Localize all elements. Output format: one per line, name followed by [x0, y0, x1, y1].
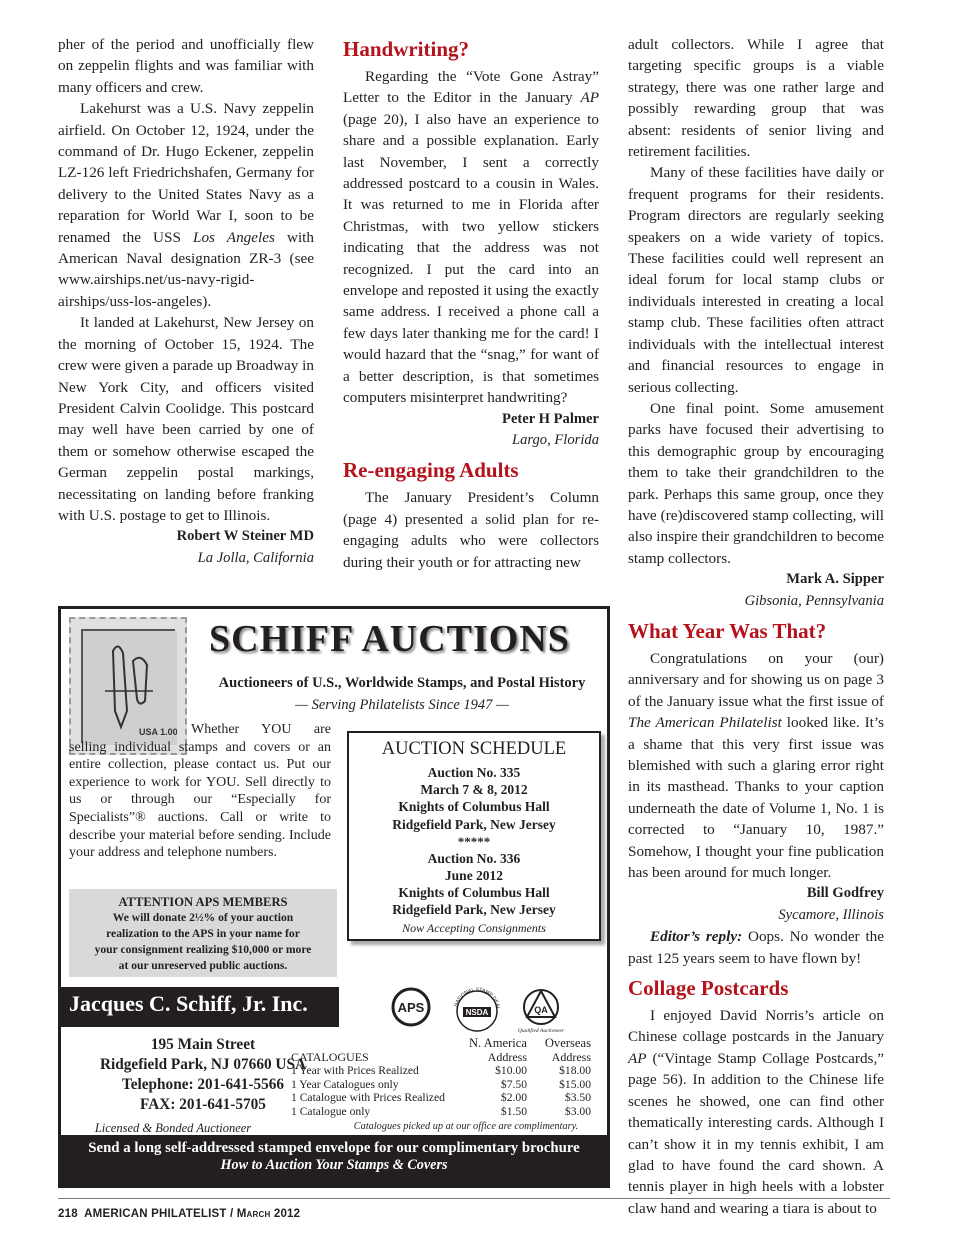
column-2 — [343, 34, 599, 573]
signature-location: Largo, Florida — [511, 431, 599, 448]
italic-run: Los Angeles — [193, 228, 275, 246]
catalogue-note: Catalogues picked up at our office are complimentary. — [353, 1120, 579, 1132]
price-overseas: $3.00 — [564, 1104, 591, 1118]
italic-run: AP — [628, 1049, 647, 1067]
signature-name: Peter H Palmer — [502, 410, 599, 427]
brochure-line-1: Send a long self-addressed stamped envelope for our complimentary brochure — [88, 1140, 580, 1156]
price-overseas: $15.00 — [559, 1077, 591, 1091]
signature-location: Sycamore, Illinois — [778, 906, 884, 923]
signature-location: La Jolla, California — [197, 549, 314, 566]
col2-paragraph-2: The January President’s Column (page 4) presented a solid plan for re-engaging adults who were collectors during their youth or for attracting new — [343, 489, 599, 571]
telephone: Telephone: 201-641-5566 — [121, 1076, 285, 1093]
signature-name: Robert W Steiner MD — [176, 528, 314, 545]
auction-venue: Knights of Columbus Hall — [398, 799, 550, 815]
col3-paragraph-1: adult collectors. While I agree that targeting specific groups is a viable strategy, there was one rather large and possibly rewarding group that was absent: residents of senior living and retirement facilities. — [628, 36, 884, 161]
heading-collage-postcards: Collage Postcards — [628, 976, 789, 1001]
aps-logo-icon — [393, 989, 429, 1025]
col1-paragraph-2 — [58, 98, 314, 312]
brochure-banner — [61, 1135, 607, 1185]
price-north-america: $2.00 — [500, 1091, 527, 1105]
catalogue-header-row-2 — [291, 1051, 601, 1065]
brochure-line-2: How to Auction Your Stamps & Covers — [220, 1157, 448, 1173]
qualified-auctioneer-logo-icon — [518, 990, 565, 1034]
auction-date: June 2012 — [444, 868, 504, 884]
text-run: Regarding the “Vote Gone Astray” Letter to the Editor in the January — [343, 68, 599, 107]
ad-title: SCHIFF AUCTIONS — [209, 618, 570, 660]
text-run: (“Vintage Stamp Collage Postcards,” page 56). In addition to the Chinese life scenes he showed, one can find other thematically interesting cards. Although I can’t show it in my tennis exhibit, I am glad to have found the card shown. A tennis player in high heels with a lobster claw hand and wearing a tiara is about to — [628, 1049, 884, 1217]
signature-name: Bill Godfrey — [806, 885, 884, 902]
catalogues-title: CATALOGUES — [291, 1049, 369, 1064]
nsda-logo-text: NSDA — [465, 1008, 489, 1017]
city-address: Ridgefield Park, NJ 07660 USA — [99, 1056, 307, 1073]
price-north-america: $10.00 — [495, 1064, 527, 1078]
price-overseas: $3.50 — [564, 1091, 591, 1105]
catalogue-row — [291, 1105, 601, 1119]
qa-logo-mark: QA — [534, 1005, 548, 1015]
catalogue-item-label: 1 Year Catalogues only — [291, 1077, 399, 1091]
footer-rule — [58, 1198, 890, 1199]
aps-notice-line: We will donate 2½% of your auction — [112, 911, 294, 924]
page-footer — [58, 1208, 300, 1220]
company-name-banner: Jacques C. Schiff, Jr. Inc. — [61, 987, 339, 1027]
qa-logo-caption: Qualified Auctioneer — [517, 1028, 565, 1034]
auction-city: Ridgefield Park, New Jersey — [392, 816, 556, 832]
catalogue-item-label: 1 Year with Prices Realized — [291, 1064, 419, 1078]
editor-reply — [628, 926, 884, 969]
catalogue-item-label: 1 Catalogue only — [291, 1104, 371, 1118]
italic-run: AP — [580, 89, 599, 107]
auction-venue: Knights of Columbus Hall — [398, 885, 550, 901]
signature-name: Mark A. Sipper — [786, 571, 884, 588]
italic-run: The American Philatelist — [628, 714, 782, 732]
aps-notice-title: ATTENTION APS MEMBERS — [118, 895, 288, 909]
col3-paragraph-3: One final point. Some amusement parks have focused their advertising to this demographic group by encouraging them to take their grandchildren to the park. Perhaps this same group, once they have (re)discovered stamp collecting, will also inspire their grandchildren to become stamp collectors. — [628, 399, 884, 567]
catalogue-row — [291, 1078, 601, 1092]
consignments-note: Now Accepting Consignments — [402, 920, 546, 935]
reply-text: Oops. No wonder the past 125 years seem to have flown by! — [628, 928, 884, 967]
aps-logo-text: APS — [397, 1000, 425, 1015]
nsda-arc-text: NATIONAL STAMP DEAL — [453, 986, 501, 1011]
publication-name: AMERICAN PHILATELIST / — [84, 1208, 237, 1220]
heading-handwriting: Handwriting? — [343, 37, 470, 61]
aps-notice-line: at our unreserved public auctions. — [118, 959, 288, 972]
catalogue-rows — [291, 1064, 601, 1118]
issue-date: March 2012 — [236, 1208, 301, 1220]
col-north-america: N. America — [468, 1036, 527, 1050]
aps-notice-line: your consignment realizing $10,000 or more — [94, 943, 312, 956]
association-logos — [391, 977, 581, 1035]
text-run: looked like. It’s a shame that this very first issue was blemished with such a glaring error right in its masthead. Thanks to your caption underneath the date of Volume 1, No. 1 is corrected to “January 10, 1987.” Somehow, I thought your fine publication has been around for much longer. — [628, 714, 884, 882]
page-number: 218 — [58, 1208, 78, 1220]
col3-paragraph-5 — [628, 1005, 884, 1219]
col-north-america-sub: Address — [487, 1049, 527, 1064]
col-overseas-sub: Address — [551, 1049, 591, 1064]
text-run: Lakehurst was a U.S. Navy zeppelin airfield. On October 12, 1924, under the command of Dr. Hugo Eckener, zeppelin LZ-126 left Friedrichshafen, Germany for delivery to the United States Navy as a reparation for World War I, soon to be renamed the USS — [58, 100, 314, 246]
text-run: with American Naval designation ZR-3 (see www.airships.net/us-navy-rigid-airships/uss-los-angeles). — [58, 228, 314, 310]
ad-body-text: Whether YOU are selling individual stamps and covers or an entire collection, please contact us. Put our experience to work for YOU. Sell directly to us or through our “Especially for Specialists”® auctions. Call or write to describe your material before sending. Include your address and telephone numbers. — [69, 722, 331, 861]
auction-number: Auction No. 335 — [427, 765, 521, 780]
col3-paragraph-2: Many of these facilities have daily or frequent programs for their residents. Program directors are regularly seeking speakers on a wide variety of topics. These facilities could well represent an ideal forum for local stamp clubs or individuals interested in creating a local stamp club. These facilities often attract individuals with the intellectual interest and financial resources to engage in serious collecting. — [628, 164, 884, 396]
catalogue-row — [291, 1064, 601, 1078]
text-run: Congratulations on your (our) anniversary and for showing us on page 3 of the January issue what the first issue of — [628, 649, 884, 710]
street-address: 195 Main Street — [150, 1036, 256, 1053]
signature-location: Gibsonia, Pennsylvania — [744, 592, 884, 609]
col1-paragraph-3: It landed at Lakehurst, New Jersey on the morning of October 15, 1924. The crew were given a parade up Broadway in New York City, and officers visited President Calvin Coolidge. This postcard may well have been carried by one of them or somehow otherwise escaped the German zeppelin postal markings, necessitating on landing before franking with U.S. postage to get to Illinois. — [58, 314, 314, 524]
catalogue-header-row — [291, 1037, 601, 1051]
heading-what-year: What Year Was That? — [628, 618, 827, 643]
separator-stars: ***** — [457, 833, 491, 849]
text-run: (page 20), I also have an experience to share and a possible explanation. Early last November, I sent a correctly addressed postcard to a cousin in Wales. It was returned to me in Florida after Christmas, with two yellow stickers indicating that the address was not recognized. I put the card into an envelope and reposted it using the exactly same address. I received a phone call a few days later thanking me for the card! I would hazard that the “snag,” for want of a better description, is that sometimes computers misinterpret handwriting? — [343, 110, 599, 407]
price-north-america: $1.50 — [500, 1104, 527, 1118]
schedule-title: AUCTION SCHEDULE — [381, 739, 567, 759]
col2-paragraph-1 — [343, 66, 599, 409]
fax: FAX: 201-641-5705 — [140, 1096, 266, 1113]
ad-tagline: — Serving Philatelists Since 1947 — — [295, 697, 509, 713]
column-3 — [628, 34, 884, 1219]
price-overseas: $18.00 — [559, 1064, 591, 1078]
text-run: I enjoyed David Norris’s article on Chinese collage postcards in the January — [628, 1007, 884, 1046]
col1-paragraph-1: pher of the period and unofficially flew on zeppelin flights and was familiar with many officers and crew. — [58, 36, 314, 96]
stamp-value-label: USA 1.00 — [139, 727, 177, 737]
aps-notice-line: realization to the APS in your name for — [106, 927, 300, 940]
catalogue-row — [291, 1091, 601, 1105]
column-1 — [58, 34, 314, 569]
aps-members-notice — [69, 889, 337, 977]
auction-date: March 7 & 8, 2012 — [420, 782, 528, 798]
heading-re-engaging-adults: Re-engaging Adults — [343, 458, 519, 483]
price-north-america: $7.50 — [500, 1077, 527, 1091]
schiff-auctions-ad — [58, 606, 610, 1188]
catalogue-item-label: 1 Catalogue with Prices Realized — [291, 1091, 445, 1105]
col-overseas: Overseas — [544, 1036, 591, 1050]
licensed-note: Licensed & Bonded Auctioneer — [94, 1121, 252, 1135]
catalogue-price-table — [291, 1037, 601, 1133]
auction-number: Auction No. 336 — [427, 850, 521, 866]
auction-schedule-box — [347, 731, 601, 941]
ad-subtitle: Auctioneers of U.S., Worldwide Stamps, and Postal History — [218, 675, 586, 691]
col3-paragraph-4 — [628, 648, 884, 883]
reply-label: Editor’s reply: — [650, 928, 743, 946]
auction-city: Ridgefield Park, New Jersey — [392, 902, 556, 918]
